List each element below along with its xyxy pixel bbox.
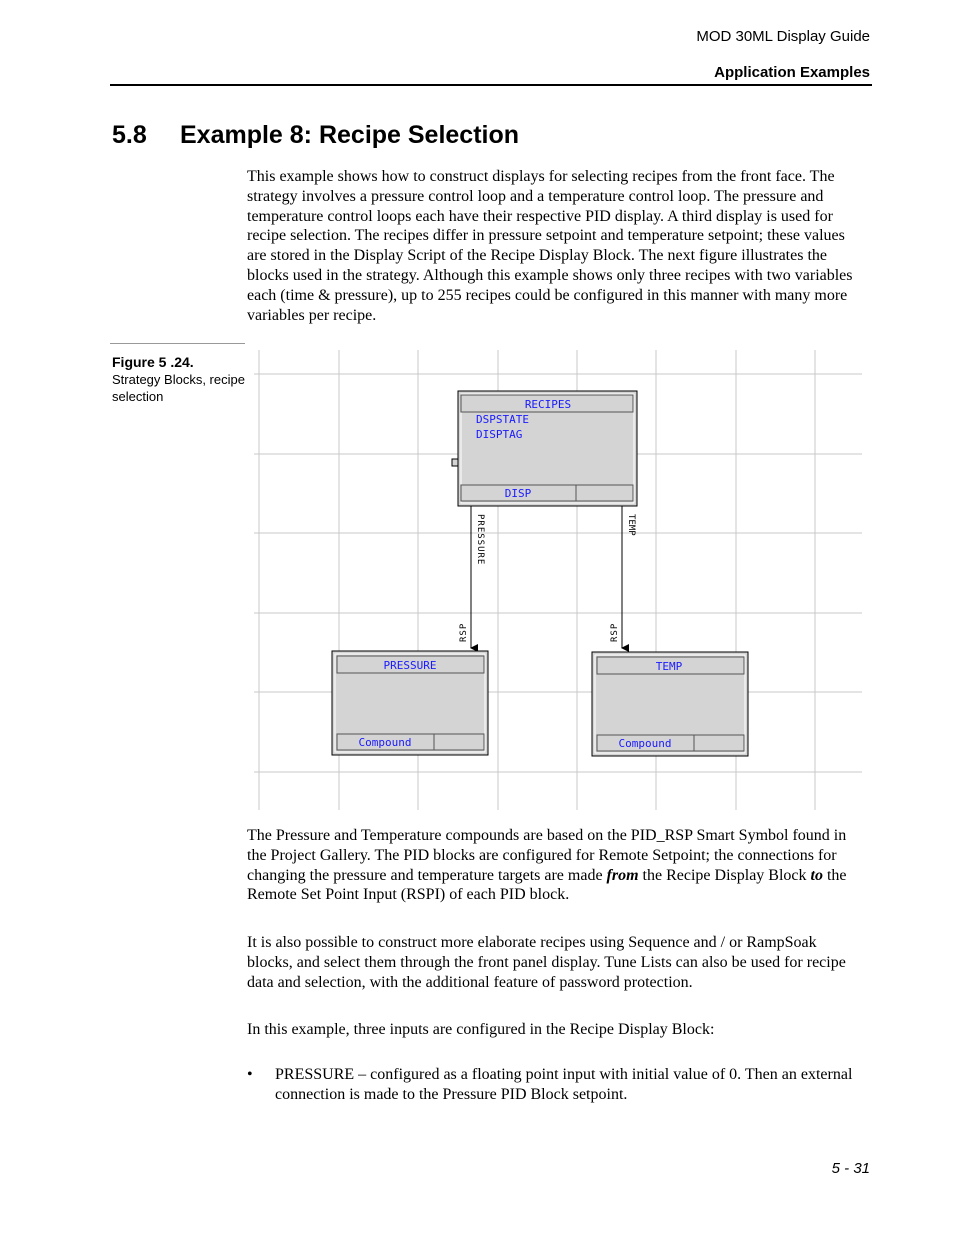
pressure-block-footer: Compound (358, 736, 412, 749)
pressure-block[interactable] (332, 651, 488, 755)
emphasis-from: from (606, 866, 639, 884)
elaborate-recipes-paragraph: It is also possible to construct more elaborate recipes using Sequence and / or RampSoak blocks, and select them through the front panel display. Tune Lists can also be used for recipe data and selection, with the additional feature of password protection. (247, 934, 846, 991)
pressure-out-label: PRESSURE (475, 514, 485, 566)
strategy-diagram (252, 348, 864, 812)
recipes-item-disptag: DISPTAG (476, 428, 523, 441)
compound-text-1: The Pressure and Temperature compounds are based on the PID_RSP Smart Symbol found in the Project Gallery. The PID blocks are configured for Remote Setpoint; the connections for changing the pressure and temperature targets are made (247, 827, 847, 884)
section-number: 5.8 (112, 121, 147, 149)
recipes-block-footer: DISP (504, 487, 532, 500)
pressure-block-title: PRESSURE (383, 659, 437, 672)
temp-block[interactable] (592, 652, 748, 756)
figure-label: Figure 5 .24. (112, 354, 194, 370)
document-title: MOD 30ML Display Guide (696, 28, 870, 45)
recipes-block[interactable] (452, 391, 637, 506)
bullet-marker: • (247, 1066, 253, 1083)
compound-text-2: the Recipe Display Block (638, 866, 811, 884)
temp-out-label: TEMP (626, 514, 636, 536)
compound-text-3: the Remote Set Point Input (RSPI) of each PID block. (247, 866, 847, 904)
page-number: 5 - 31 (831, 1160, 870, 1177)
figure-rule (110, 343, 245, 344)
recipes-block-title: RECIPES (524, 398, 572, 411)
recipes-item-dspstate: DSPSTATE (476, 413, 529, 426)
header-rule (110, 84, 872, 86)
bullet-pressure-text: PRESSURE – configured as a floating point input with initial value of 0. Then an external connection is made to the Pressure PID Block setpoint. (275, 1066, 853, 1103)
temp-block-footer: Compound (618, 737, 672, 750)
inputs-intro-paragraph: In this example, three inputs are configured in the Recipe Display Block: (247, 1021, 715, 1038)
figure-caption: Strategy Blocks, recipe selection (112, 372, 245, 404)
intro-paragraph: This example shows how to construct displays for selecting recipes from the front face. The strategy involves a pressure control loop and a temperature control loop. The pressure and temperature control loops each have their respective PID display. A third display is used for recipe selection. The recipes differ in pressure setpoint and temperature setpoint; these values are stored in the Display Script of the Recipe Display Block. The next figure illustrates the blocks used in the strategy. Although this example shows only three recipes with two variables each (time & pressure), up to 255 recipes could be configured in this manner with many more variables per recipe. (247, 168, 853, 324)
temp-rsp-label: RSP (610, 622, 620, 642)
temp-block-title: TEMP (655, 660, 683, 673)
section-title: Example 8: Recipe Selection (180, 121, 520, 149)
pressure-rsp-label: RSP (459, 622, 469, 642)
emphasis-to: to (810, 866, 823, 884)
recipes-input-pin (452, 459, 458, 466)
compound-paragraph (247, 826, 862, 905)
chapter-title: Application Examples (714, 64, 870, 81)
